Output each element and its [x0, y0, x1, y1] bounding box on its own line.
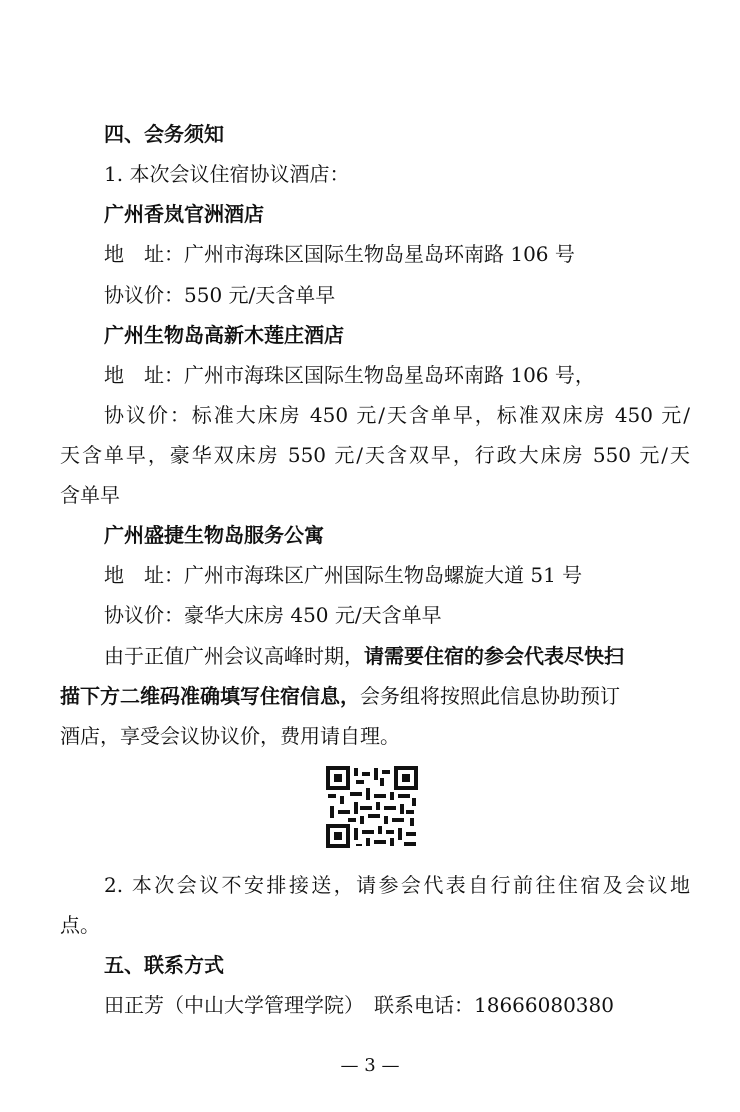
hotel1-address: 地 址：广州市海珠区国际生物岛星岛环南路 106 号 — [104, 242, 575, 266]
hotel1-price: 协议价：550 元/天含单早 — [104, 283, 336, 307]
hotel3-name: 广州盛捷生物岛服务公寓 — [104, 523, 324, 547]
hotel1-name: 广州香岚官洲酒店 — [104, 202, 264, 226]
qr-code-icon[interactable] — [326, 766, 418, 848]
notice-line3: 酒店，享受会议协议价，费用请自理。 — [60, 724, 400, 748]
hotel2-price-line1: 协议价：标准大床房 450 元/天含单早，标准双床房 450 元/ — [104, 403, 690, 427]
hotel3-price: 协议价：豪华大床房 450 元/天含单早 — [104, 603, 442, 627]
contact-line: 田正芳（中山大学管理学院） 联系电话：18666080380 — [104, 993, 614, 1017]
notice-line2 — [60, 683, 690, 709]
section4-heading: 四、会务须知 — [104, 122, 224, 146]
item1-intro: 1. 本次会议住宿协议酒店： — [104, 162, 350, 186]
hotel2-price-line2: 天含单早，豪华双床房 550 元/天含双早，行政大床房 550 元/天 — [60, 443, 690, 467]
notice-line1 — [104, 643, 690, 669]
page-number: — 3 — — [340, 1055, 400, 1076]
hotel2-name: 广州生物岛高新木莲庄酒店 — [104, 323, 344, 347]
section5-heading: 五、联系方式 — [104, 953, 224, 977]
hotel3-address: 地 址：广州市海珠区广州国际生物岛螺旋大道 51 号 — [104, 563, 583, 587]
item2-line1: 2. 本次会议不安排接送，请参会代表自行前往住宿及会议地 — [104, 873, 690, 897]
hotel2-address: 地 址：广州市海珠区国际生物岛星岛环南路 106 号， — [104, 363, 595, 387]
notice-line1-normal: 由于正值广州会议高峰时期， — [104, 644, 364, 668]
item2-line2: 点。 — [60, 913, 100, 937]
notice-line2-bold: 描下方二维码准确填写住宿信息， — [60, 684, 360, 708]
hotel2-price-line3: 含单早 — [60, 483, 120, 507]
notice-line2-normal: 会务组将按照此信息协助预订 — [360, 684, 620, 708]
notice-line1-bold: 请需要住宿的参会代表尽快扫 — [364, 644, 624, 668]
